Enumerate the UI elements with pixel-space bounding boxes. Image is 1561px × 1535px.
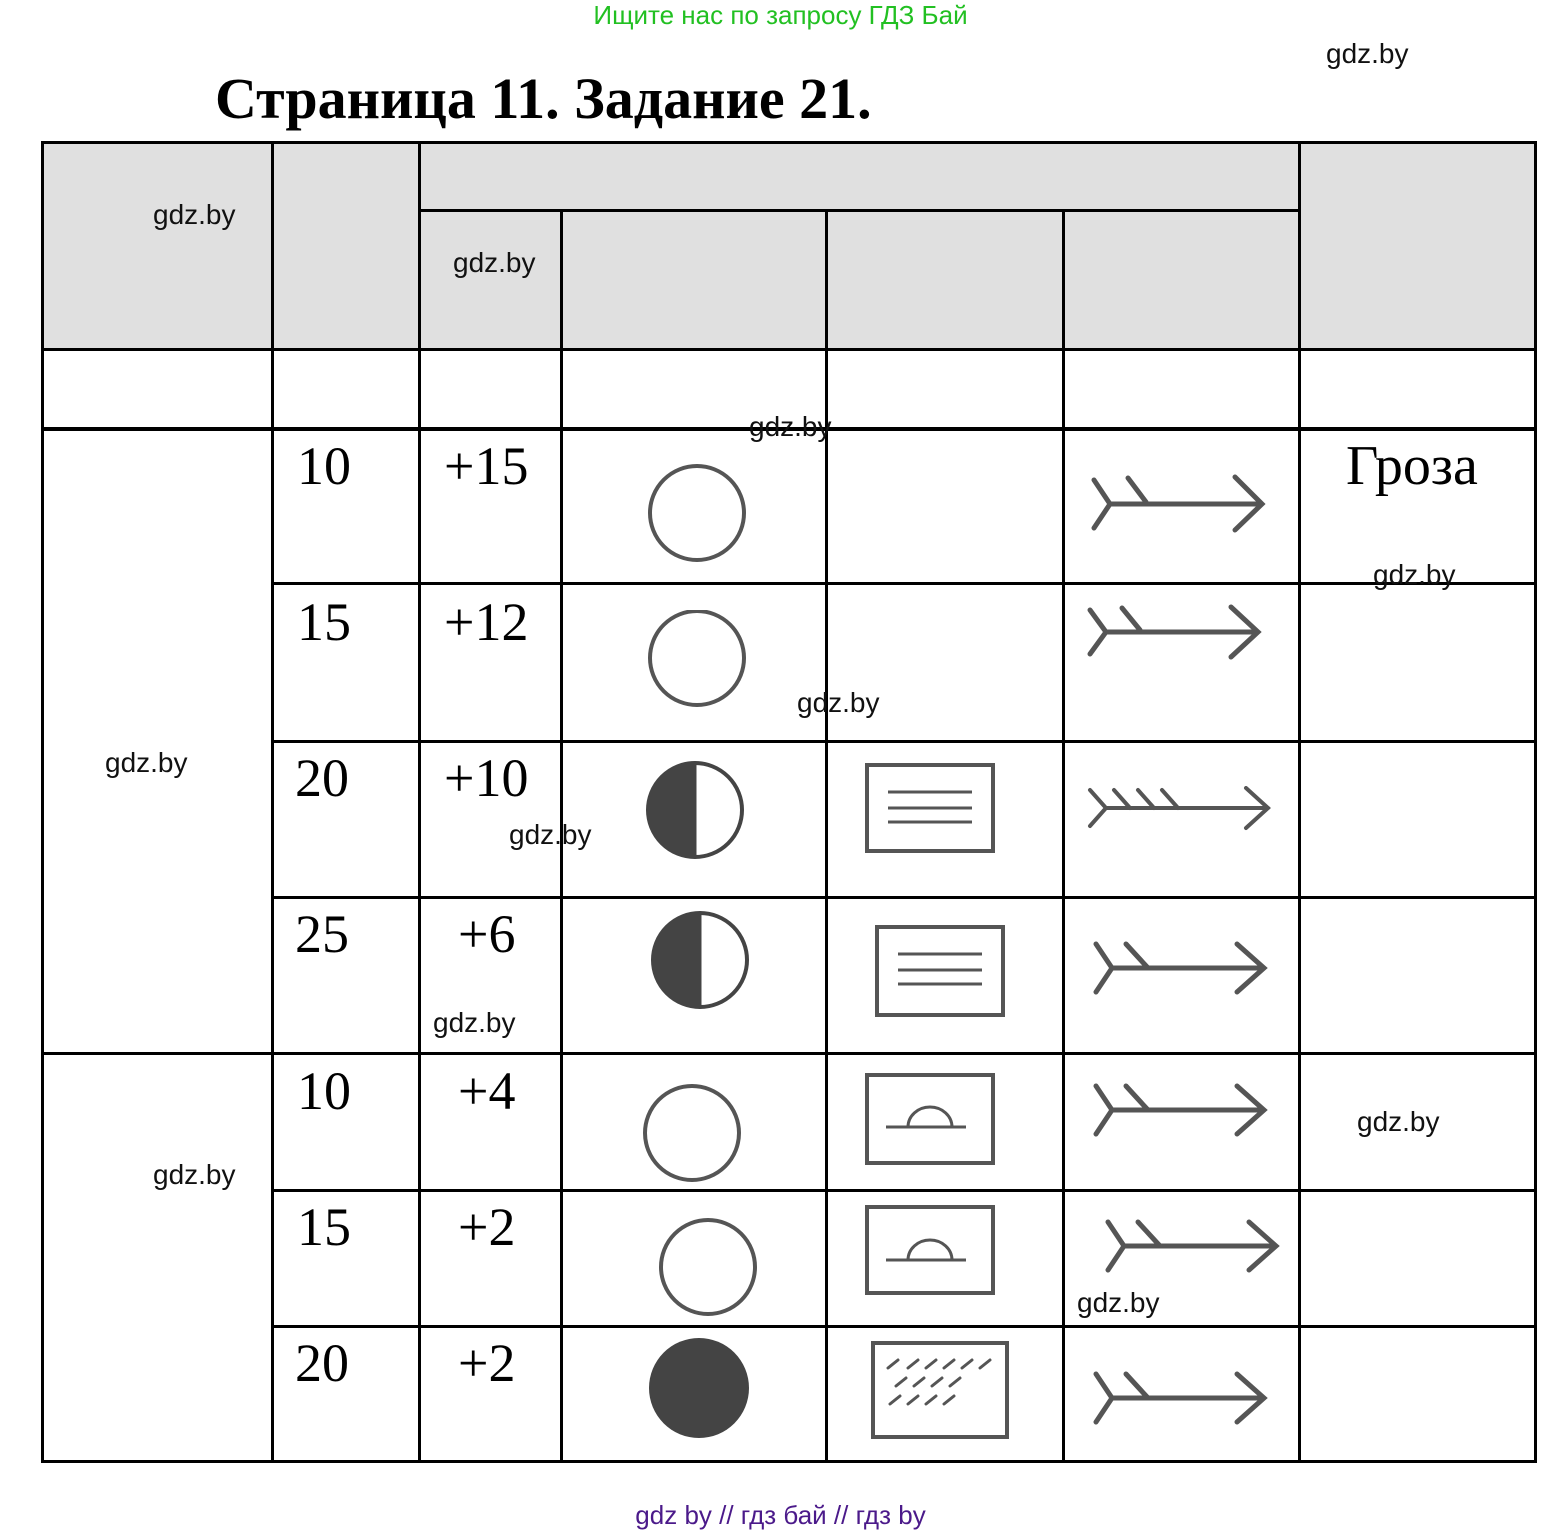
time-cell: 25 <box>295 904 349 964</box>
watermark: gdz.by <box>1373 559 1456 590</box>
table-border-bottom <box>41 1460 1537 1463</box>
snow-rain-icon <box>870 1340 1010 1440</box>
wind-arrow-icon <box>1086 602 1266 672</box>
watermark: gdz.by <box>105 747 188 778</box>
table-border-right <box>1534 141 1537 1463</box>
clear-sky-icon <box>647 463 747 563</box>
table-border-left <box>41 141 44 1463</box>
col-divider <box>1062 209 1065 1463</box>
watermark: gdz.by <box>453 247 536 278</box>
wind-arrow-icon <box>1090 472 1270 542</box>
header-subdivider <box>419 209 1300 212</box>
watermark: gdz.by <box>797 687 880 718</box>
watermark: gdz.by <box>433 1007 516 1038</box>
watermark: gdz.by <box>749 411 832 442</box>
temperature-cell: +2 <box>458 1333 516 1393</box>
temperature-cell: +6 <box>458 904 516 964</box>
row-divider <box>41 1052 1537 1055</box>
page-title: Страница 11. Задание 21. <box>215 66 872 131</box>
time-cell: 15 <box>297 1197 351 1257</box>
temperature-cell: +15 <box>444 436 529 496</box>
watermark: gdz.by <box>153 1159 236 1190</box>
temperature-cell: +4 <box>458 1061 516 1121</box>
half-cloudy-icon <box>645 760 745 860</box>
row-divider <box>272 1325 1537 1328</box>
wind-arrow-icon <box>1092 1082 1272 1142</box>
time-cell: 10 <box>297 1061 351 1121</box>
row-divider <box>272 896 1537 899</box>
clear-sky-icon <box>657 1217 759 1317</box>
row-divider <box>272 582 1537 585</box>
wind-arrow-icon <box>1092 940 1272 1000</box>
table-header-bg <box>42 142 1535 350</box>
overcast-icon <box>648 1337 750 1439</box>
header-bottom-line <box>41 348 1537 351</box>
watermark: gdz.by <box>1357 1106 1440 1137</box>
temperature-cell: +10 <box>444 748 529 808</box>
col-divider <box>271 141 274 1463</box>
rain-icon <box>864 762 996 854</box>
temperature-cell: +2 <box>458 1197 516 1257</box>
time-cell: 20 <box>295 1333 349 1393</box>
wind-arrow-icon <box>1092 1370 1272 1430</box>
col-divider <box>418 141 421 1463</box>
watermark: gdz.by <box>1326 38 1409 69</box>
temperature-cell: +12 <box>444 592 529 652</box>
time-cell: 10 <box>297 436 351 496</box>
footer-links: gdz by // гдз бай // гдз by <box>635 1500 926 1530</box>
wind-arrow-icon <box>1086 786 1276 836</box>
col-divider <box>1298 141 1301 1463</box>
rain-icon <box>874 924 1006 1018</box>
search-banner: Ищите нас по запросу ГДЗ Бай <box>593 0 968 30</box>
phenomenon-cell: Гроза <box>1346 435 1478 497</box>
time-cell: 15 <box>297 592 351 652</box>
watermark: gdz.by <box>153 199 236 230</box>
table-border-top <box>41 141 1537 144</box>
clear-sky-icon <box>647 610 747 710</box>
dew-icon <box>864 1204 996 1298</box>
dew-icon <box>864 1072 996 1168</box>
row-divider <box>272 1189 1537 1192</box>
time-cell: 20 <box>295 748 349 808</box>
wind-arrow-icon <box>1104 1218 1284 1278</box>
col-divider <box>825 209 828 1463</box>
watermark: gdz.by <box>1077 1287 1160 1318</box>
watermark: gdz.by <box>509 819 592 850</box>
row-divider <box>272 740 1537 743</box>
clear-sky-icon <box>641 1083 743 1183</box>
half-cloudy-icon <box>650 910 750 1010</box>
